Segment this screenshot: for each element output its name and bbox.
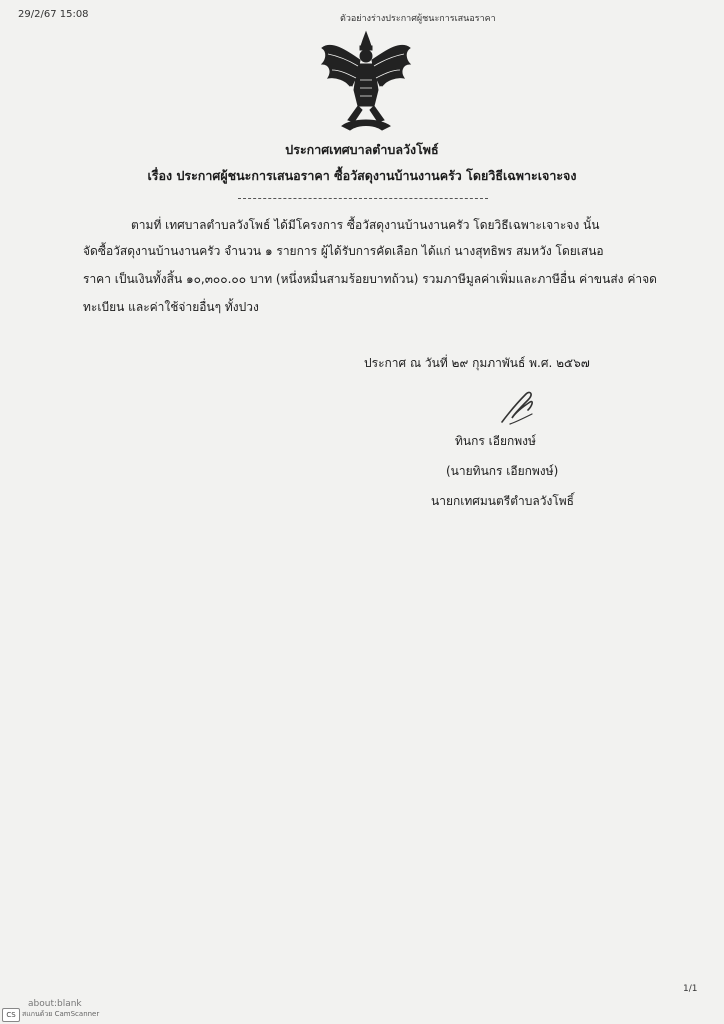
print-timestamp: 29/2/67 15:08: [18, 9, 89, 20]
scanner-watermark: สแกนด้วย CamScanner: [22, 1010, 100, 1018]
subject-title: เรื่อง ประกาศผู้ชนะการเสนอราคา ซื้อวัสดุงานบ้านงานครัว โดยวิธีเฉพาะเจาะจง: [147, 168, 577, 183]
body-line: ทะเบียน และค่าใช้จ่ายอื่นๆ ทั้งปวง: [83, 300, 259, 314]
body-line: ตามที่ เทศบาลตำบลวังโพธ์ ได้มีโครงการ ซื้อวัสดุงานบ้านงานครัว โดยวิธีเฉพาะเจาะจง นั้น: [131, 218, 600, 232]
signer-name: ทินกร เอียกพงษ์: [455, 434, 536, 448]
title-divider: [238, 198, 488, 199]
signer-position: นายกเทศมนตรีตำบลวังโพธิ์: [431, 494, 574, 508]
garuda-emblem-icon: [318, 30, 414, 134]
document-label: ตัวอย่างร่างประกาศผู้ชนะการเสนอราคา: [340, 14, 496, 24]
print-url: about:blank: [28, 999, 82, 1009]
signature-mark-icon: [494, 388, 542, 428]
issuer-title: ประกาศเทศบาลตำบลวังโพธ์: [285, 142, 439, 157]
announce-date: ประกาศ ณ วันที่ ๒๙ กุมภาพันธ์ พ.ศ. ๒๕๖๗: [364, 356, 590, 370]
body-line: จัดซื้อวัสดุงานบ้านงานครัว จำนวน ๑ รายการ ผู้ได้รับการคัดเลือก ได้แก่ นางสุทธิพร สมหวัง โดยเสนอ: [83, 244, 604, 258]
signer-full-name: (นายทินกร เอียกพงษ์): [446, 464, 559, 478]
body-line: ราคา เป็นเงินทั้งสิ้น ๑๐,๓๐๐.๐๐ บาท (หนึ่งหมื่นสามร้อยบาทถ้วน) รวมภาษีมูลค่าเพิ่มและภาษีอื่น ค่าขนส่ง ค่าจด: [83, 272, 657, 286]
scanner-badge-icon: CS: [2, 1008, 20, 1022]
page-number: 1/1: [683, 984, 698, 994]
